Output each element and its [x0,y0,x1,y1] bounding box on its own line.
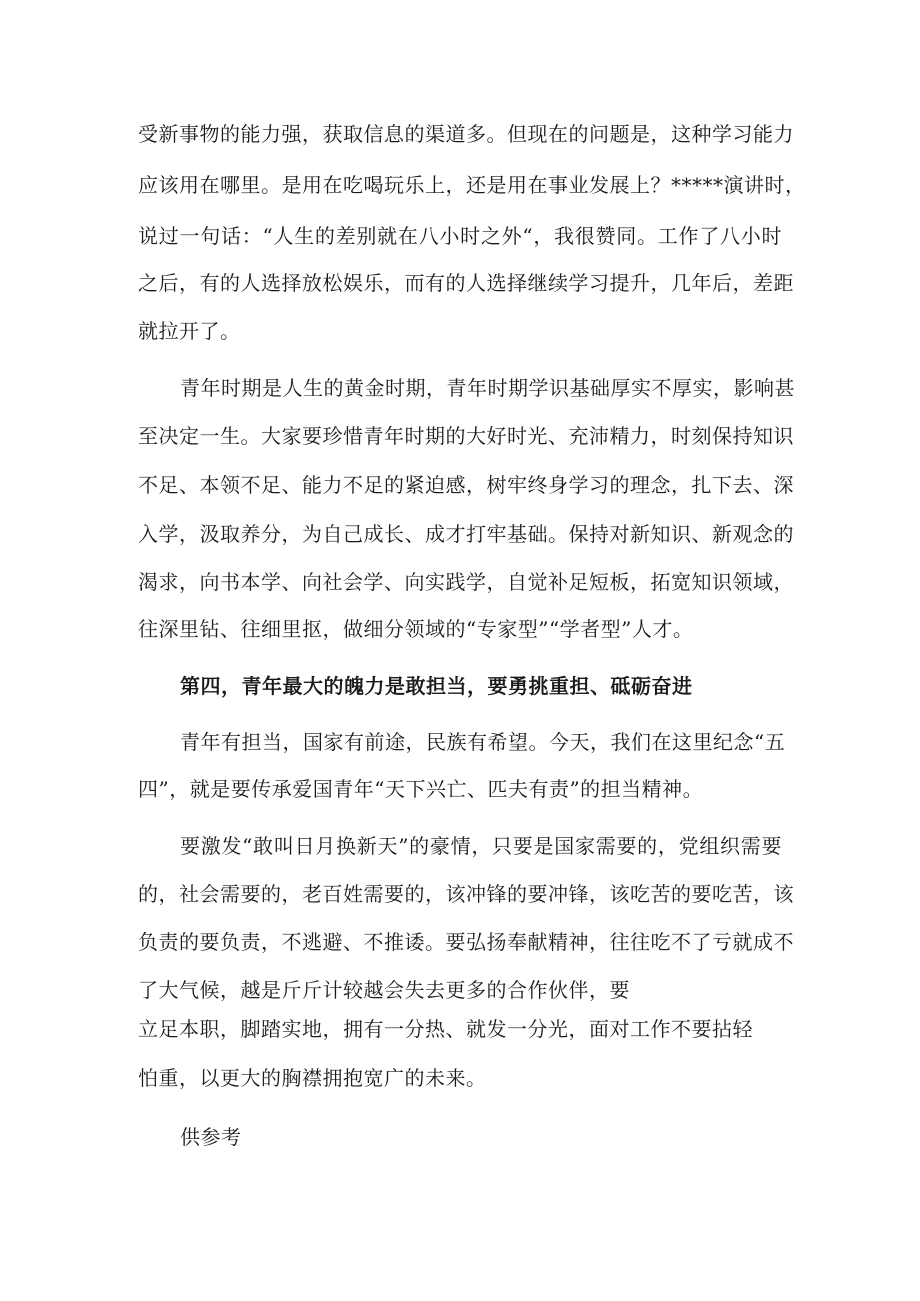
paragraph-line: 渴求，向书本学、向社会学、向实践学，自觉补足短板，拓宽知识领域， [138,570,794,594]
paragraph-line: 要激发“敢叫日月换新天”的豪情，只要是国家需要的，党组织需要 [180,834,782,858]
paragraph-line: 四”，就是要传承爱国青年“天下兴亡、匹夫有责”的担当精神。 [138,777,704,801]
paragraph-line: 往深里钻、往细里抠，做细分领域的“专家型”“学者型”人才。 [138,617,694,641]
paragraph-line: 至决定一生。大家要珍惜青年时期的大好时光、充沛精力，时刻保持知识 [138,424,794,448]
paragraph-line: 应该用在哪里。是用在吃喝玩乐上，还是用在事业发展上？*****演讲时， [138,173,806,197]
paragraph-line: 了大气候，越是斤斤计较越会失去更多的合作伙伴，要 [138,978,630,1002]
section-heading: 第四，青年最大的魄力是敢担当，要勇挑重担、砥砺奋进 [180,674,693,698]
paragraph-line: 负责的要负责，不逃避、不推诿。要弘扬奉献精神，往往吃不了亏就成不 [138,930,794,954]
paragraph-line: 说过一句话：“人生的差别就在八小时之外“，我很赞同。工作了八小时 [138,224,782,248]
paragraph-line: 怕重，以更大的胸襟拥抱宽广的未来。 [138,1066,487,1090]
paragraph-line: 之后，有的人选择放松娱乐，而有的人选择继续学习提升，几年后，差距 [138,271,794,295]
paragraph-line: 立足本职，脚踏实地，拥有一分热、就发一分光，面对工作不要拈轻 [138,1017,753,1041]
closing-note: 供参考 [180,1125,242,1149]
paragraph-line: 的，社会需要的，老百姓需要的，该冲锋的要冲锋，该吃苦的要吃苦，该 [138,882,794,906]
paragraph-line: 入学，汲取养分，为自己成长、成才打牢基础。保持对新知识、新观念的 [138,522,794,546]
paragraph-line: 青年时期是人生的黄金时期，青年时期学识基础厚实不厚实，影响甚 [180,376,795,400]
paragraph-line: 受新事物的能力强，获取信息的渠道多。但现在的问题是，这种学习能力 [138,122,794,146]
paragraph-line: 不足、本领不足、能力不足的紧迫感，树牢终身学习的理念，扎下去、深 [138,473,794,497]
paragraph-line: 就拉开了。 [138,319,241,343]
paragraph-line: 青年有担当，国家有前途，民族有希望。今天，我们在这里纪念“五 [180,730,786,754]
